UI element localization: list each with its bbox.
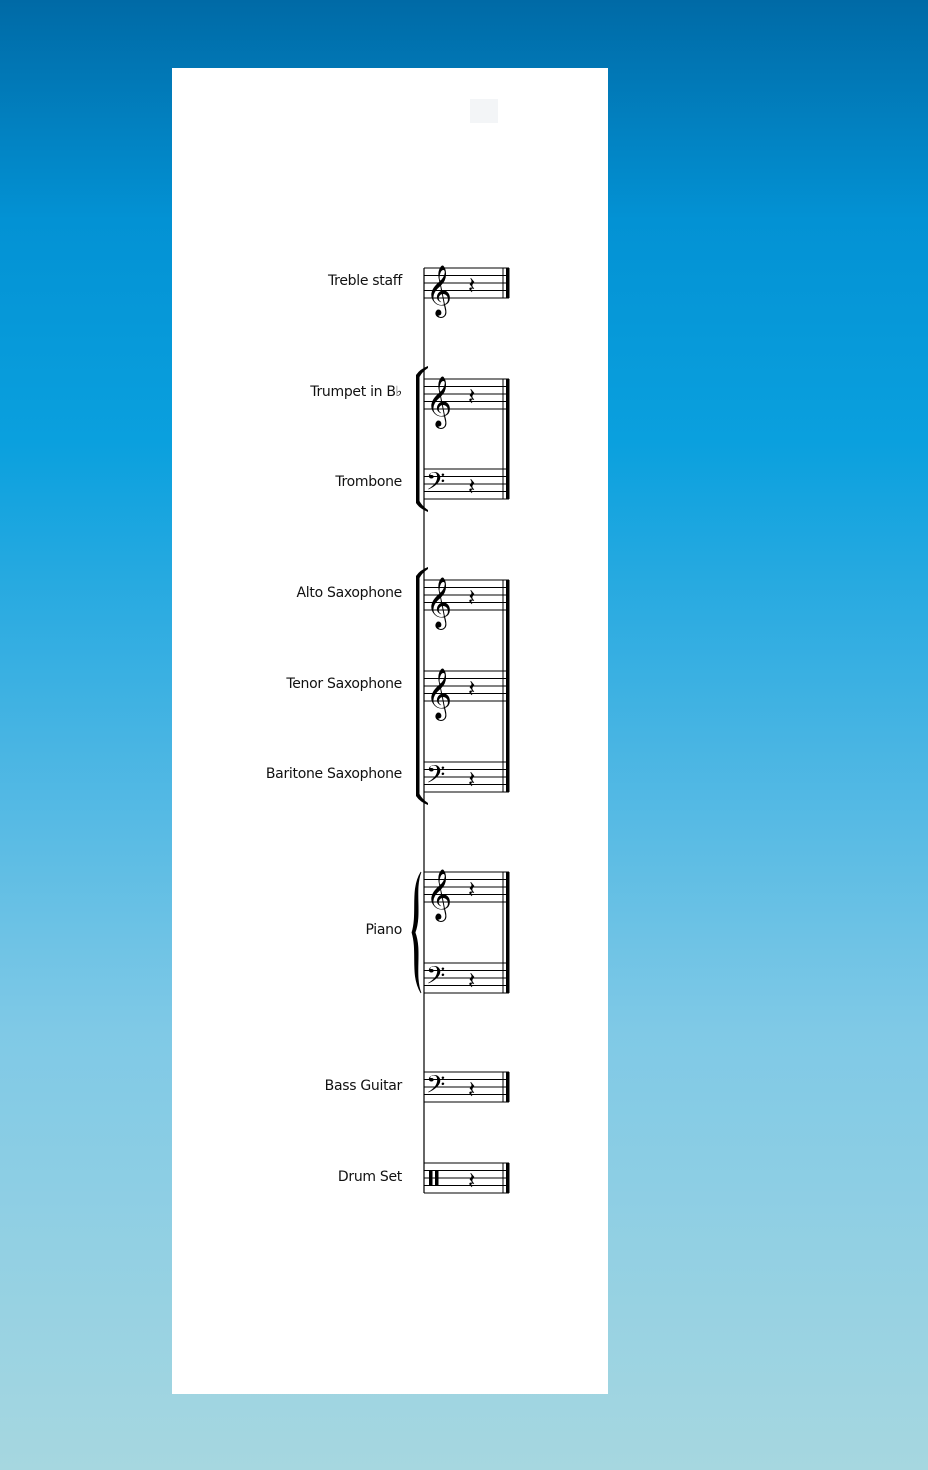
treble-clef-icon: 𝄞 [426,577,453,628]
bass-clef-icon: 𝄢 [426,1070,446,1106]
final-barline-thick [506,268,510,298]
percussion-clef-icon [429,1171,433,1186]
bracket [416,375,420,503]
percussion-clef-icon [435,1171,439,1186]
quarter-rest: 𝄽 [468,1166,476,1195]
instrument-label-alto-sax: Alto Saxophone [296,585,402,601]
treble-clef-icon: 𝄞 [426,668,453,719]
final-barline-thick [506,1072,510,1102]
bass-clef-icon: 𝄢 [426,760,446,796]
bracket [416,576,420,796]
instrument-label-trumpet: Trumpet in B♭ [310,384,402,400]
quarter-rest: 𝄽 [468,271,476,300]
instrument-label-baritone-sax: Baritone Saxophone [265,766,402,782]
instrument-label-drum-set: Drum Set [337,1169,402,1185]
instrument-label-tenor-sax: Tenor Saxophone [286,676,402,692]
instrument-label-piano: Piano [365,922,402,938]
final-barline-thick [506,1163,510,1193]
quarter-rest: 𝄽 [468,1075,476,1104]
quarter-rest: 𝄽 [468,674,476,703]
quarter-rest: 𝄽 [468,966,476,995]
bass-clef-icon: 𝄢 [426,467,446,503]
quarter-rest: 𝄽 [468,875,476,904]
final-barline-thick [506,379,510,499]
bass-clef-icon: 𝄢 [426,961,446,997]
quarter-rest: 𝄽 [468,382,476,411]
piano-brace [412,872,421,993]
quarter-rest: 𝄽 [468,472,476,501]
instrument-label-trombone: Trombone [335,474,402,490]
score-system [172,68,608,1394]
quarter-rest: 𝄽 [468,583,476,612]
final-barline-thick [506,580,510,792]
treble-clef-icon: 𝄞 [426,265,453,316]
instrument-label-treble-staff: Treble staff [327,273,402,289]
score-page[interactable] [172,68,608,1394]
bracket-hook-bottom [416,794,428,805]
treble-clef-icon: 𝄞 [426,869,453,920]
treble-clef-icon: 𝄞 [426,376,453,427]
bracket-hook-bottom [416,501,428,512]
instrument-label-bass-guitar: Bass Guitar [324,1078,402,1094]
final-barline-thick [506,872,510,993]
quarter-rest: 𝄽 [468,765,476,794]
